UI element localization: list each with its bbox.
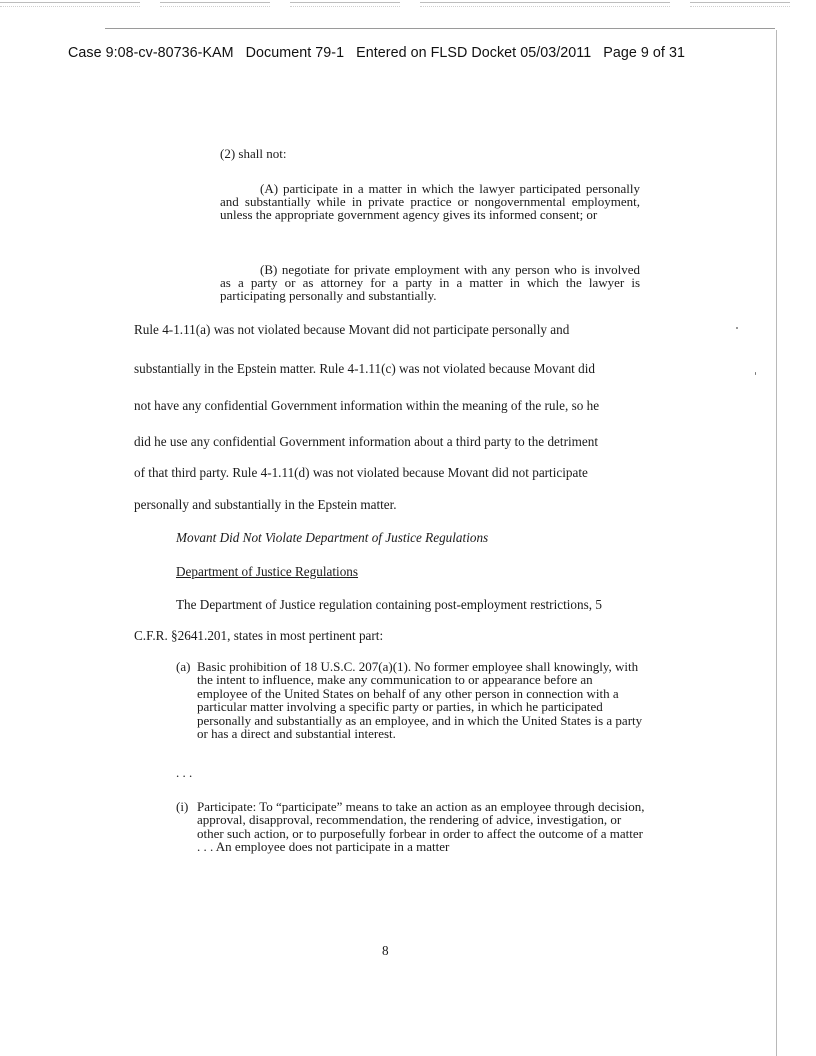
case-number: Case 9:08-cv-80736-KAM [68, 45, 234, 61]
body-line-5: of that third party. Rule 4-1.11(d) was not violated because Movant did not participate [134, 465, 588, 480]
cfr-ellipsis-text: . . . [176, 765, 193, 780]
cfr-para-i-label: (i) [176, 799, 189, 814]
section-heading-italic: Movant Did Not Violate Department of Justice Regulations [176, 530, 489, 545]
scan-speck [736, 327, 738, 329]
cfr-para-a [176, 660, 646, 740]
page-number: 8 [382, 943, 389, 958]
header-rule [105, 28, 775, 29]
rule-para-b [220, 263, 640, 303]
body-line-4: did he use any confidential Government information about a third party to the detriment [134, 434, 598, 449]
cfr-para-a-label: (a) [176, 659, 191, 674]
rule-para-a-text: (A) participate in a matter in which the lawyer participated personally and substantially while in private practice or nongovernmental employment, unless the appropriate government agency gives its informed consent; or [220, 181, 640, 223]
scan-speck [755, 372, 756, 375]
page-edge [776, 30, 777, 1056]
page-indicator: Page 9 of 31 [603, 45, 685, 61]
cfr-para-i-text: Participate: To “participate” means to take an action as an employee through decision, approval, disapproval, recommendation, the rendering of advice, investigation, or other such action, or to purposefully forbear in order to affect the outcome of a matter . . . An employee does not participate in a matter [197, 799, 645, 855]
docket-entry: Entered on FLSD Docket 05/03/2011 [356, 45, 592, 61]
rule-para-a [220, 182, 640, 222]
scan-edge-artifacts [0, 0, 816, 8]
rule-intro [220, 147, 640, 160]
cfr-para-a-text: Basic prohibition of 18 U.S.C. 207(a)(1). No former employee shall knowingly, with the intent to influence, make any communication to or appearance before an employee of the United States on behalf of any other person in connection with a particular matter involving a specific party or parties, in which he participated personally and substantially as an employee, and in which the United States is a party or has a direct and substantial interest. [197, 659, 643, 742]
body2-line-1: The Department of Justice regulation containing post-employment restrictions, 5 [176, 597, 602, 612]
body-line-2: substantially in the Epstein matter. Rule 4-1.11(c) was not violated because Movant did [134, 361, 595, 376]
body-line-6: personally and substantially in the Epstein matter. [134, 497, 397, 512]
cfr-ellipsis [176, 766, 216, 779]
docket-header [68, 45, 685, 61]
rule-para-b-text: (B) negotiate for private employment with any person who is involved as a party or as attorney for a party in a matter in which the lawyer is participating personally and substantially. [220, 262, 640, 304]
cfr-para-i [176, 800, 646, 854]
body2-line-2: C.F.R. §2641.201, states in most pertinent part: [134, 628, 384, 643]
section-heading-underlined: Department of Justice Regulations [176, 564, 359, 579]
rule-intro-text: (2) shall not: [220, 146, 287, 161]
body-line-3: not have any confidential Government information within the meaning of the rule, so he [134, 398, 600, 413]
document-number: Document 79-1 [245, 45, 345, 61]
body-line-1: Rule 4-1.11(a) was not violated because Movant did not participate personally and [134, 322, 570, 337]
